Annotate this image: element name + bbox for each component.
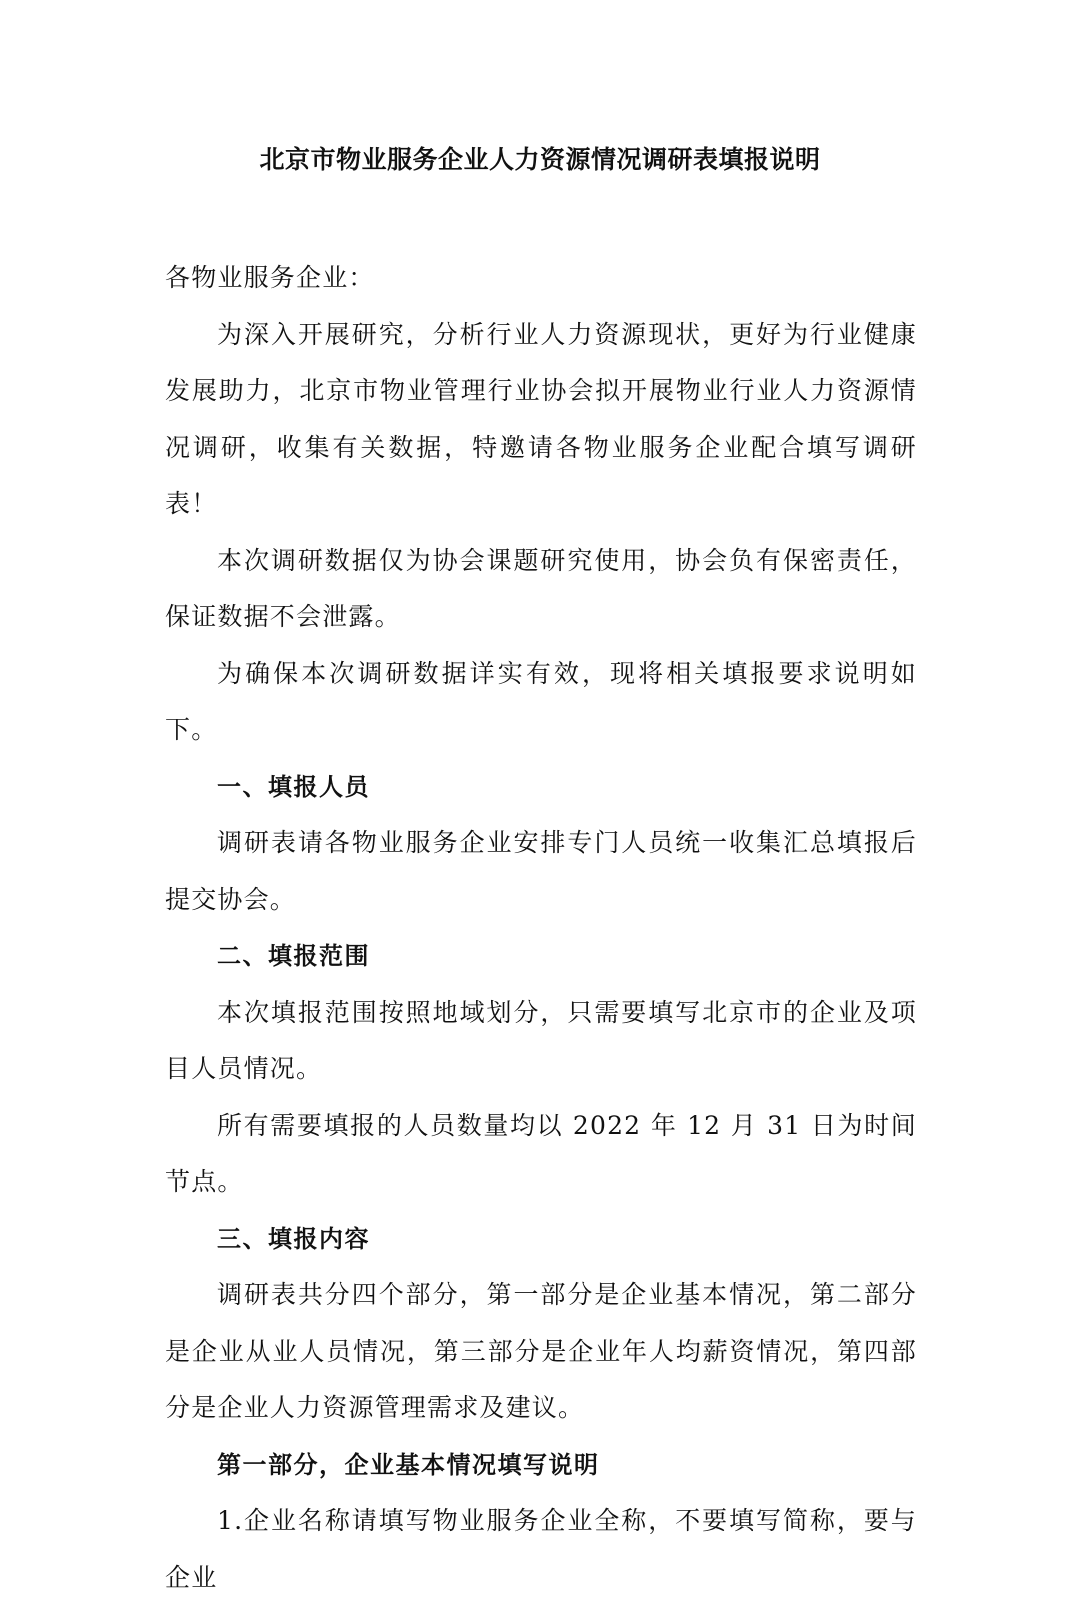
paragraph-section-3: 调研表共分四个部分，第一部分是企业基本情况，第二部分是企业从业人员情况，第三部分是企业年人均薪资情况，第四部分是企业人力资源管理需求及建议。 [165, 1280, 917, 1422]
paragraph-part-1-item-1: 1.企业名称请填写物业服务企业全称，不要填写简称，要与企业 [165, 1506, 917, 1592]
paragraph-section-2b: 所有需要填报的人员数量均以 2022 年 12 月 31 日为时间节点。 [165, 1110, 917, 1196]
document-body [165, 250, 917, 1606]
paragraph-section-1: 调研表请各物业服务企业安排专门人员统一收集汇总填报后提交协会。 [165, 828, 917, 914]
section-heading-2: 二、填报范围 [217, 942, 370, 970]
section-heading-3: 三、填报内容 [217, 1224, 370, 1253]
paragraph-intro: 为深入开展研究，分析行业人力资源现状，更好为行业健康发展助力，北京市物业管理行业协会拟开展物业行业人力资源情况调研，收集有关数据，特邀请各物业服务企业配合填写调研表！ [165, 319, 917, 518]
section-heading-1: 一、填报人员 [217, 772, 370, 801]
part-heading-1: 第一部分，企业基本情况填写说明 [217, 1450, 600, 1479]
paragraph-requirements: 为确保本次调研数据详实有效，现将相关填报要求说明如下。 [165, 658, 917, 744]
document-title: 北京市物业服务企业人力资源情况调研表填报说明 [259, 145, 821, 174]
paragraph-section-2a: 本次填报范围按照地域划分，只需要填写北京市的企业及项目人员情况。 [165, 997, 917, 1083]
paragraph-confidential: 本次调研数据仅为协会课题研究使用，协会负有保密责任，保证数据不会泄露。 [165, 545, 917, 631]
greeting: 各物业服务企业： [165, 263, 375, 292]
